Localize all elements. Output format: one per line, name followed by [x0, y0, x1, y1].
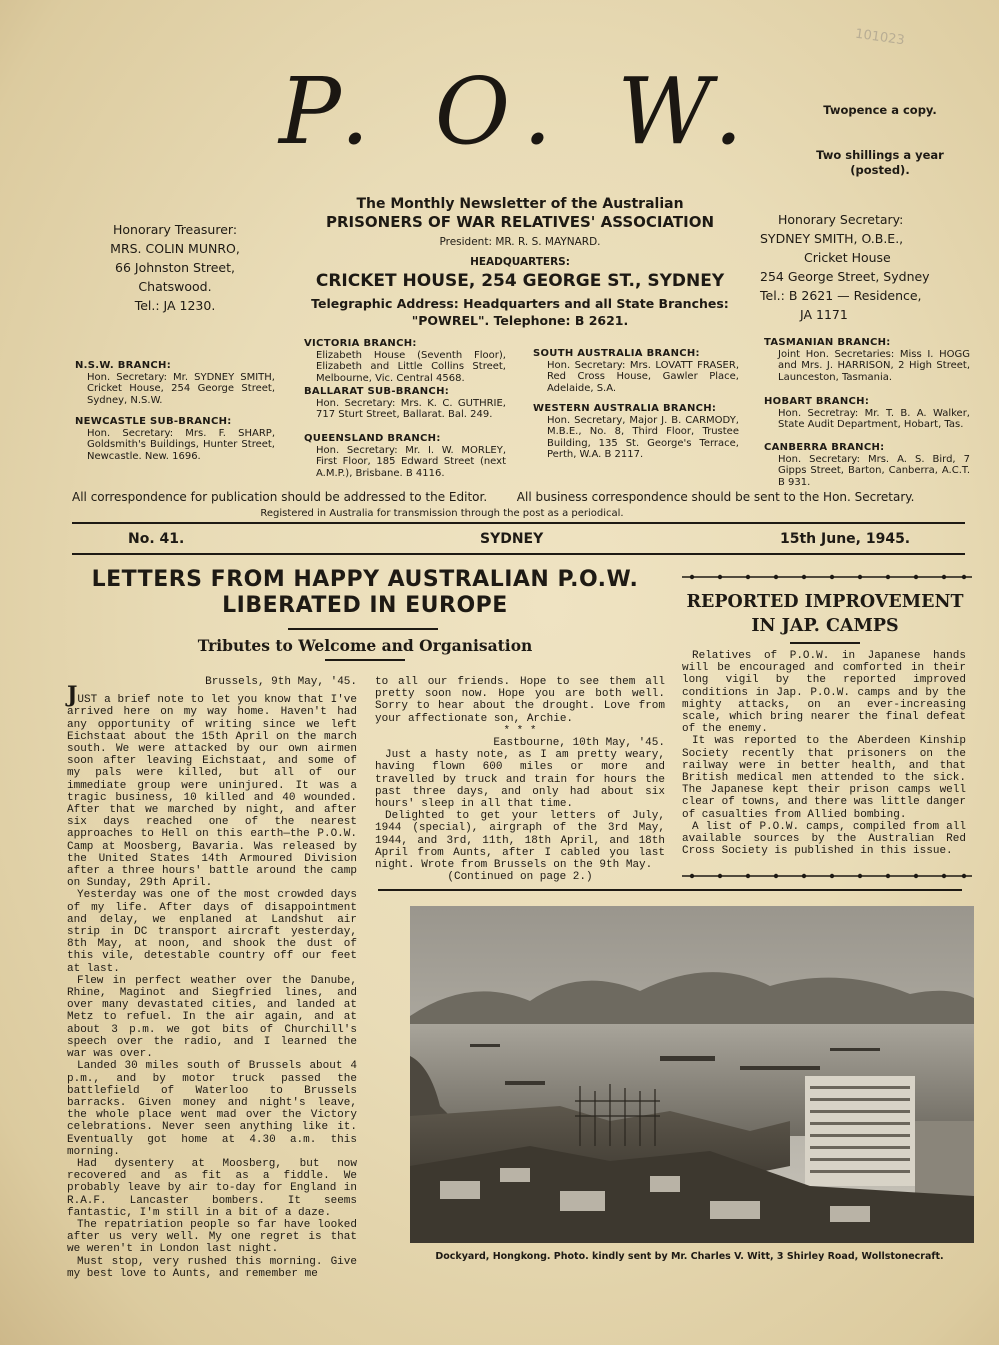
treasurer-block	[70, 220, 280, 315]
branch-name: QUEENSLAND BRANCH:	[304, 433, 441, 444]
branch-name: VICTORIA BRANCH:	[304, 338, 417, 349]
branch-name: BALLARAT SUB-BRANCH:	[304, 386, 450, 397]
secretary-line1: Honorary Secretary:	[778, 212, 904, 227]
dockyard-photo	[410, 906, 974, 1243]
side-headline-line1: REPORTED IMPROVEMENT	[686, 592, 964, 612]
secretary-block	[760, 210, 975, 324]
treasurer-line3: 66 Johnston Street,	[115, 260, 235, 275]
president-line: President: MR. R. S. MAYNARD.	[439, 236, 601, 248]
secretary-line4: 254 George Street, Sydney	[760, 269, 930, 284]
price-year-line1: Two shillings a year	[816, 148, 944, 162]
photo-top-rule	[378, 889, 962, 891]
issue-date: 15th June, 1945.	[780, 531, 911, 547]
branch-name: HOBART BRANCH:	[764, 396, 870, 407]
pencil-note: 101023	[854, 26, 906, 49]
article-paragraph: to all our friends. Hope to see them all pretty soon now. Hope you are both well. Sorry to hear about the drought. Love from your affectionate son, Archie.	[375, 676, 665, 725]
article-paragraph: A list of P.O.W. camps, compiled from all available sources by the Australian Red Cross Society is published in this issue.	[682, 820, 966, 858]
newsletter-subtitle-2: PRISONERS OF WAR RELATIVES' ASSOCIATION	[325, 213, 715, 231]
article-paragraph: Yesterday was one of the most crowded days of my life. After days of disappointment and delay, we enplaned at Landshut air strip in DC transport aircraft yesterday, 8th May, at noon, and shook the dust of this vile, detestable country off our feet at last.	[67, 889, 357, 975]
branch-name: CANBERRA BRANCH:	[764, 442, 885, 453]
branch-details: Joint Hon. Secretaries: Miss I. HOGG and Mrs. J. HARRISON, 2 High Street, Launceston, Tasmania.	[778, 348, 970, 383]
drop-cap: J	[67, 682, 78, 709]
branch-victoria	[304, 338, 506, 384]
price-per-copy: Twopence a copy.	[823, 103, 937, 117]
branch-details: Hon. Secretary: Mrs. K. C. GUTHRIE, 717 Sturt Street, Ballarat. Bal. 249.	[316, 397, 506, 420]
side-headline	[678, 590, 972, 638]
correspondence-note	[72, 490, 972, 505]
branch-name: WESTERN AUSTRALIA BRANCH:	[533, 403, 717, 414]
section-stars: * * *	[503, 724, 537, 737]
paragraph-text: UST a brief note to let you know that I've arrived here on my way home. Haven't had any opportunity of writing since we left Eichstaat about the 15th April on the march south. We were attacked by our own airmen soon after leaving Eichstaat, and some of my pals were killed, but all of our immediate group were uninjured. It was a tragic business, 10 killed and 40 wounded. After that we marched by night, and after six days reached one of the nearest approaches to Hell on this earth—the P.O.W. Camp at Moosberg, Bavaria. Was released by the United States 14th Armoured Division after a three hours' battle around the camp on Sunday, 29th April.	[67, 694, 357, 890]
branch-details: Hon. Secretary: Mr. I. W. MORLEY, First Floor, 185 Edward Street (next A.M.P.), Brisbane. B 4116.	[316, 444, 506, 479]
article-paragraph: Just a hasty note, as I am pretty weary, having flown 600 miles or more and travelled by truck and train for hours the past three days, and only had about six hours' sleep in all that time.	[375, 749, 665, 811]
branch-name: TASMANIAN BRANCH:	[764, 337, 891, 348]
article-paragraph: Delighted to get your letters of July, 1944 (special), airgraph of the 3rd May, 1944, and 3rd, 11th, 18th April, and 18th April from Aunts, after I cabled you last night. Wrote from Brussels on the 9th May.	[375, 810, 665, 872]
article-paragraph: Had dysentery at Moosberg, but now recovered and as fit as a fiddle. We probably leave by air to-day for England in R.A.F. Lancaster bombers. It seems fantastic, I'm still in a bit of a daze.	[67, 1157, 357, 1219]
correspondence-editor: All correspondence for publication should be addressed to the Editor.	[72, 490, 488, 504]
branch-details: Elizabeth House (Seventh Floor), Elizabeth and Little Collins Street, Melbourne, Vic. Central 4568.	[316, 349, 506, 384]
ornamental-rule-top	[682, 573, 972, 581]
treasurer-line1: Honorary Treasurer:	[112, 222, 238, 237]
ornamental-rule-bottom	[682, 872, 972, 880]
article-column-2	[375, 676, 665, 883]
branch-south-australia	[533, 348, 739, 394]
secretary-line2: SYDNEY SMITH, O.B.E.,	[760, 231, 904, 246]
branch-details: Hon. Secretary: Mrs. A. S. Bird, 7 Gipps Street, Barton, Canberra, A.C.T. B 931.	[778, 453, 970, 488]
branch-details: Hon. Secretray: Mr. T. B. A. Walker, State Audit Department, Hobart, Tas.	[778, 407, 970, 430]
branch-details: Hon. Secretary: Mrs. LOVATT FRASER, Red Cross House, Gawler Place, Adelaide, S.A.	[547, 359, 739, 394]
dockyard-photo-image	[410, 906, 974, 1243]
registration-note: Registered in Australia for transmission through the post as a periodical.	[260, 508, 624, 519]
article-paragraph: Relatives of P.O.W. in Japanese hands will be encouraged and comforted in their long vigil by the reported improved conditions in Jap. P.O.W. camps and by the mighty attacks, on an ever-increasing scale, which bring nearer the final defeat of the enemy.	[682, 650, 966, 736]
branch-western-australia	[533, 403, 739, 461]
branch-canberra	[764, 442, 970, 488]
correspondence-secretary: All business correspondence should be sent to the Hon. Secretary.	[516, 490, 915, 504]
branch-name: NEWCASTLE SUB-BRANCH:	[75, 416, 232, 427]
branch-tasmania	[764, 337, 970, 383]
branch-newcastle	[75, 416, 275, 462]
main-subheadline: Tributes to Welcome and Organisation	[197, 636, 533, 655]
treasurer-line2: MRS. COLIN MUNRO,	[110, 241, 240, 256]
article-paragraph: Landed 30 miles south of Brussels about 4 p.m., and by motor truck passed the battlefield of Waterloo to Brussels barracks. Given money and night's leave, the whole place went mad over the Victory celebrations. Never seen anything like it. Eventually got home at 4.30 a.m. this morning.	[67, 1060, 357, 1158]
headquarters-address: CRICKET HOUSE, 254 GEORGE ST., SYDNEY	[315, 271, 725, 291]
branch-details: Hon. Secretary, Major J. B. CARMODY, M.B.E., No. 8, Third Floor, Trustee Building, 135 St. George's Terrace, Perth, W.A. B 2117.	[547, 414, 739, 460]
secretary-line5: Tel.: B 2621 — Residence,	[760, 288, 922, 303]
branch-hobart	[764, 396, 970, 431]
article-paragraph: Flew in perfect weather over the Danube, Rhine, Maginot and Siegfried lines, and over many devastated cities, and landed at Metz to refuel. In the air again, and at about 3 p.m. we got bits of Churchill's speech over the radio, and I learned the war was over.	[67, 974, 357, 1061]
main-headline-line2: LIBERATED IN EUROPE	[222, 593, 508, 618]
treasurer-line4: Chatswood.	[138, 279, 212, 294]
branch-details: Hon. Secretary: Mrs. F. SHARP, Goldsmith's Buildings, Hunter Street, Newcastle. New. 1696.	[87, 427, 275, 462]
continued-note: (Continued on page 2.)	[447, 871, 593, 884]
main-headline-line1: LETTERS FROM HAPPY AUSTRALIAN P.O.W.	[91, 567, 639, 592]
treasurer-line5: Tel.: JA 1230.	[134, 298, 216, 313]
side-article-column	[682, 650, 966, 857]
divider-top	[72, 522, 965, 524]
branch-details: Hon. Secretary: Mr. SYDNEY SMITH, Cricket House, 254 George Street, Sydney, N.S.W.	[87, 371, 275, 406]
subhead-rule	[325, 659, 405, 661]
headline-rule	[288, 628, 438, 630]
issue-city: SYDNEY	[480, 531, 544, 547]
divider-bottom	[72, 553, 965, 555]
dateline: Brussels, 9th May, '45.	[205, 676, 357, 688]
branch-nsw	[75, 360, 275, 406]
branch-ballarat	[304, 386, 506, 421]
branch-queensland	[304, 433, 506, 479]
dateline: Eastbourne, 10th May, '45.	[493, 737, 665, 750]
article-paragraph: The repatriation people so far have looked after us very well. My one regret is that we weren't in London last night.	[67, 1218, 357, 1256]
issue-number: No. 41.	[128, 531, 185, 547]
newsletter-subtitle-1: The Monthly Newsletter of the Australian	[356, 196, 684, 212]
price-per-year	[780, 148, 980, 178]
photo-caption: Dockyard, Hongkong. Photo. kindly sent by Mr. Charles V. Witt, 3 Shirley Road, Wollstonecraft.	[435, 1251, 944, 1262]
branch-name: SOUTH AUSTRALIA BRANCH:	[533, 348, 700, 359]
article-paragraph: Must stop, very rushed this morning. Give my best love to Aunts, and remember me	[67, 1255, 357, 1280]
side-headline-rule	[790, 642, 860, 644]
price-year-line2: (posted).	[850, 163, 910, 177]
branch-name: N.S.W. BRANCH:	[75, 360, 172, 371]
telegraph-line-1: Telegraphic Address: Headquarters and all State Branches:	[311, 296, 729, 311]
article-column-1	[67, 676, 357, 1280]
article-paragraph: It was reported to the Aberdeen Kinship Society recently that prisoners on the railway were in better health, and that British medical men attended to the sick. The Japanese kept their prison camps well clear of towns, and there was little danger of casualties from Allied bombing.	[682, 735, 966, 821]
main-headline	[65, 567, 665, 619]
side-headline-line2: IN JAP. CAMPS	[751, 616, 899, 636]
masthead-title: P. O. W.	[279, 58, 761, 165]
secretary-line3: Cricket House	[804, 250, 891, 265]
secretary-line6: JA 1171	[800, 307, 848, 322]
headquarters-label: HEADQUARTERS:	[470, 256, 570, 268]
telegraph-line-2: "POWREL". Telephone: B 2621.	[411, 313, 629, 328]
